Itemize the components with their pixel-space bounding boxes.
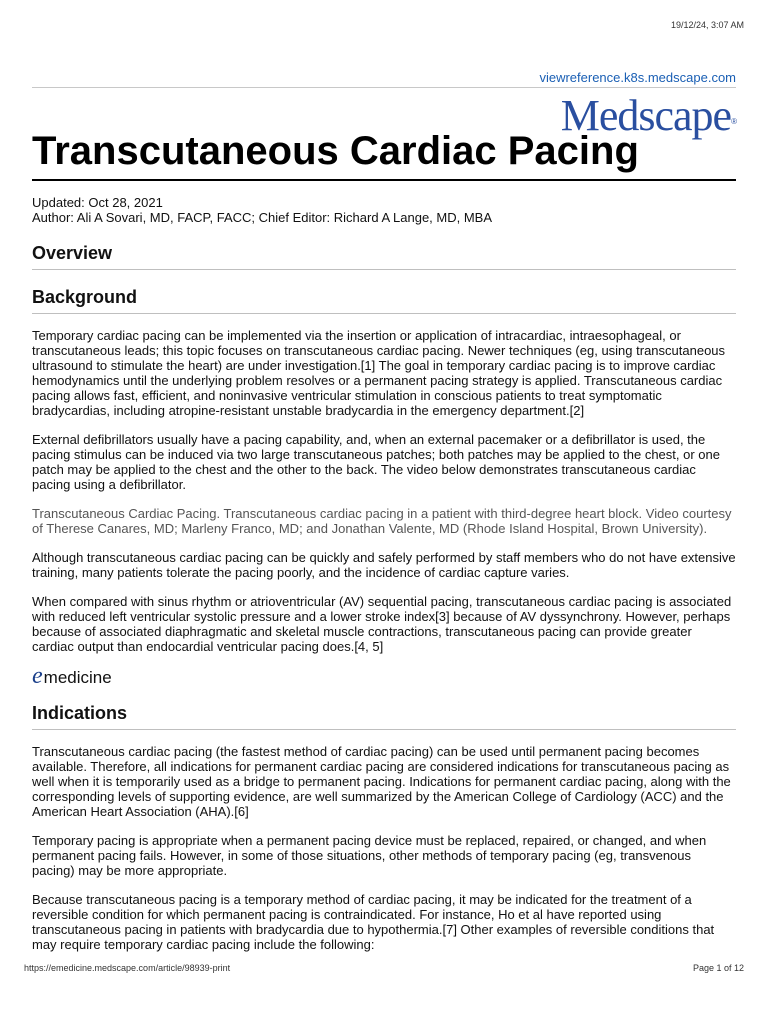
- article-meta: [32, 195, 492, 225]
- background-paragraph-3: Although transcutaneous cardiac pacing can be quickly and safely performed by staff members who do not have extensive training, many patients tolerate the pacing poorly, and the incidence of cardiac capture varies.: [32, 550, 736, 580]
- logo-registered-mark: ®: [731, 117, 736, 126]
- article-content: [32, 240, 736, 952]
- emedicine-logo-text: medicine: [43, 668, 112, 687]
- footer-url: https://emedicine.medscape.com/article/98939-print: [24, 963, 231, 973]
- background-paragraph-1: Temporary cardiac pacing can be implemented via the insertion or application of intracardiac, intraesophageal, or transcutaneous leads; this topic focuses on transcutaneous cardiac pacing. Newer techniques (eg, using transcutaneous ultrasound to stimulate the heart) are under investigation.[1] The goal in temporary cardiac pacing is to improve cardiac hemodynamics until the underlying problem resolves or a permanent pacing strategy is applied. Transcutaneous cardiac pacing allows fast, efficient, and noninvasive ventricular stimulation in conscious patients to treat symptomatic bradycardias, including atropine-resistant unstable bradycardia in the emergency department.[2]: [32, 328, 726, 418]
- page-number: Page 1 of 12: [692, 963, 744, 973]
- site-link[interactable]: viewreference.k8s.medscape.com: [539, 70, 736, 85]
- page-title: Transcutaneous Cardiac Pacing: [32, 129, 639, 173]
- background-heading: Background: [32, 286, 736, 314]
- logo-text: Medscape: [560, 91, 732, 140]
- header-divider: [32, 87, 736, 88]
- print-timestamp: 19/12/24, 3:07 AM: [670, 20, 744, 30]
- background-paragraph-4: When compared with sinus rhythm or atrioventricular (AV) sequential pacing, transcutaneous cardiac pacing is associated with reduced left ventricular systolic pressure and a lower stroke index[3] because of AV dyssynchrony. However, perhaps because of associated diaphragmatic and skeletal muscle contractions, transcutaneous pacing can provide greater cardiac output than endocardial ventricular pacing does.[4, 5]: [32, 594, 732, 654]
- indications-paragraph-3: Because transcutaneous pacing is a temporary method of cardiac pacing, it may be indicated for the treatment of a reversible condition for which permanent pacing is contraindicated. For instance, Ho et al have reported using transcutaneous pacing in patients with bradycardia due to hypothermia.[7] Other examples of reversible conditions that may require temporary cardiac pacing include the following:: [32, 892, 715, 952]
- overview-heading: Overview: [32, 242, 736, 270]
- emedicine-logo-e: e: [32, 663, 43, 689]
- indications-heading: Indications: [32, 702, 736, 730]
- video-caption: Transcutaneous Cardiac Pacing. Transcutaneous cardiac pacing in a patient with third-degree heart block. Video courtesy of Therese Canares, MD; Marleny Franco, MD; and Jonathan Valente, MD (Rhode Island Hospital, Brown University).: [32, 506, 732, 536]
- updated-date: Updated: Oct 28, 2021: [32, 195, 163, 210]
- indications-paragraph-1: Transcutaneous cardiac pacing (the fastest method of cardiac pacing) can be used until permanent pacing becomes available. Therefore, all indications for permanent cardiac pacing are considered indications for transcutaneous pacing as well when it is temporarily used as a bridge to permanent pacing. Indications for permanent cardiac pacing, along with the corresponding levels of supporting evidence, are well summarized by the American College of Cardiology (ACC) and the American Heart Association (AHA).[6]: [32, 744, 731, 819]
- title-divider: [32, 179, 736, 181]
- indications-paragraph-2: Temporary pacing is appropriate when a permanent pacing device must be replaced, repaired, or changed, and when permanent pacing fails. However, in some of those situations, other methods of temporary pacing (eg, transvenous pacing) may be more appropriate.: [32, 833, 707, 878]
- emedicine-logo: [32, 664, 736, 688]
- background-paragraph-2: External defibrillators usually have a pacing capability, and, when an external pacemaker or a defibrillator is used, the pacing stimulus can be induced via two large transcutaneous patches; both patches may be applied to the chest, or one patch may be applied to the chest and the other to the back. The video below demonstrates transcutaneous cardiac pacing using a defibrillator.: [32, 432, 720, 492]
- author-line: Author: Ali A Sovari, MD, FACP, FACC; Chief Editor: Richard A Lange, MD, MBA: [32, 210, 493, 225]
